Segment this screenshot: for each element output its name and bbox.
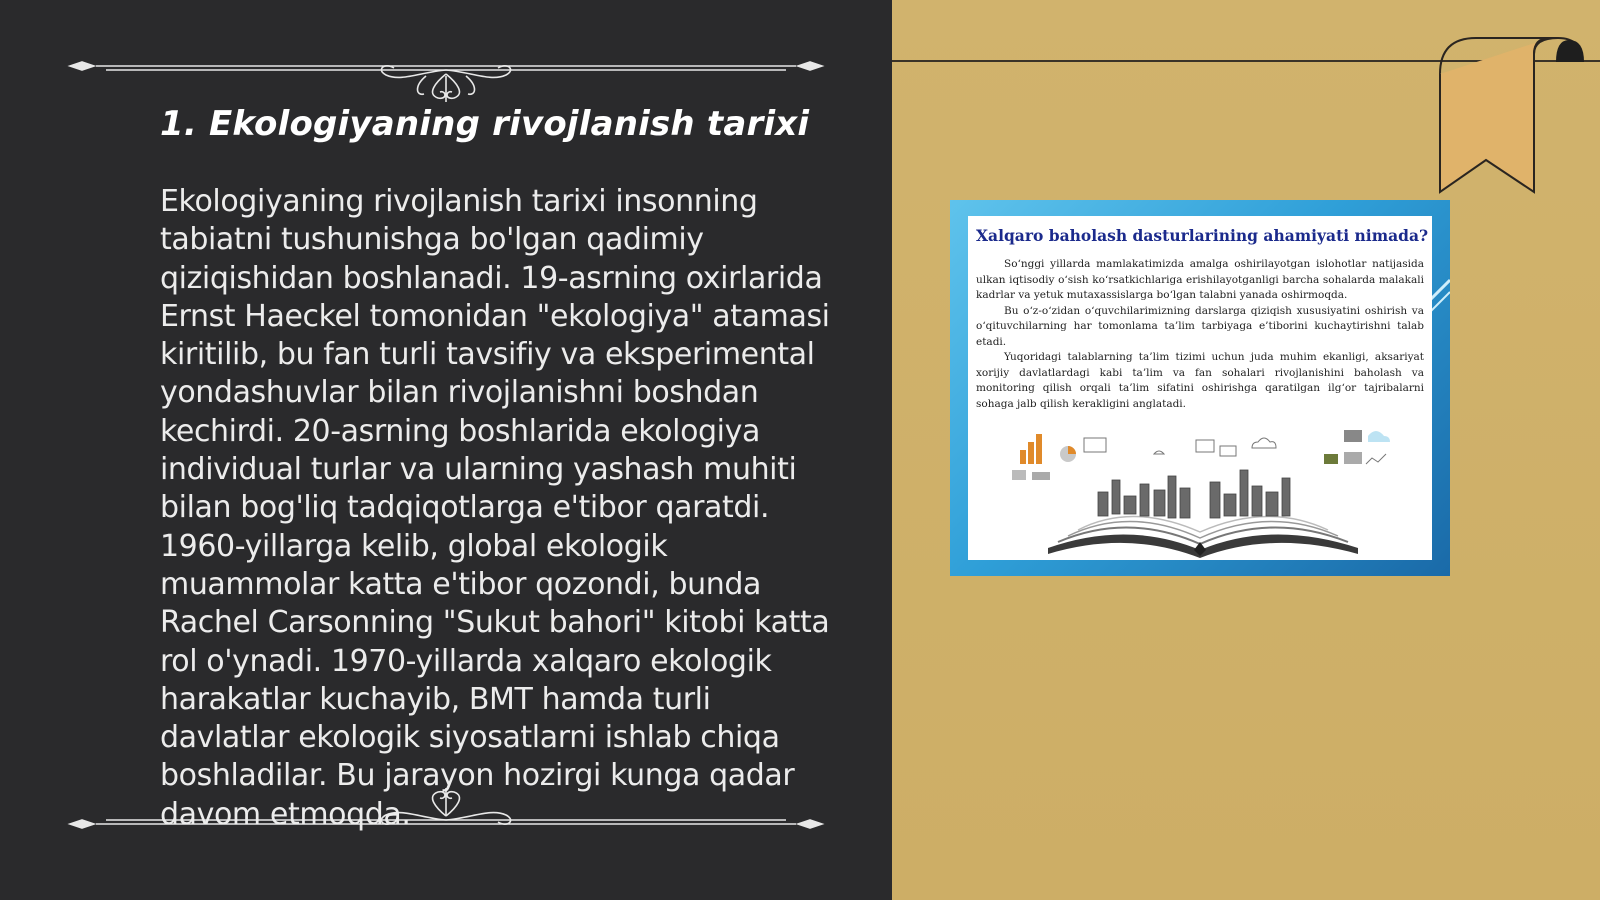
illustration-image — [950, 200, 1450, 576]
image-paragraph: Bu o‘z-o‘zidan o‘quvchilarimizning darslarga qiziqish xususiyatini oshirish va o‘qituvchilarning har tomonlama ta’lim tarbiyaga e’tiborini kuchaytirishni talab etadi. — [976, 304, 1424, 348]
image-paragraph: Yuqoridagi talablarning ta’lim tizimi uchun juda muhim ekanligi, aksariyat xorijiy davlatlardagi kabi ta’lim va fan sohalari rivojlanishini baholash va monitoring qilish orqali ta’lim sifatini oshirishga qaratilgan ilg‘or tajribalarni sohaga jalb qilish kerakligini anglatadi. — [976, 351, 1424, 410]
ornament-divider-top-icon — [66, 42, 826, 102]
image-paragraph: So‘nggi yillarda mamlakatimizda amalga oshirilayotgan islohotlar natijasida ulkan iqtisodiy o‘sish ko‘rsatkichlariga erishilayotganligi barcha sohalarda malakali kadrlar va yetuk mutaxassislarga bo‘lgan talabni yanada oshirmoqda. — [976, 258, 1424, 301]
slide-body-text: Ekologiyaning rivojlanish tarixi insonning tabiatni tushunishga bo'lgan qadimiy qiziqishidan boshlanadi. 19-asrning oxirlarida Ernst Haeckel tomonidan "ekologiya" atamasi kiritilib, bu fan turli tavsifiy va eksperimental yondashuvlar bilan rivojlanishni boshdan kechirdi. 20-asrning boshlarida ekologiya individual turlar va ularning yashash muhiti bilan bog'liq tadqiqotlarga e'tibor qaratdi. 1960-yillarga kelib, global ekologik muammolar katta e'tibor qozondi, bunda Rachel Carsonning "Sukut bahori" kitobi katta rol o'ynadi. 1970-yillarda xalqaro ekologik harakatlar kuchayib, BMT hamda turli davlatlar ekologik siyosatlarni ishlab chiqa boshladilar. Bu jarayon hozirgi kunga qadar davom etmoqda. — [160, 184, 830, 832]
bookmark-ribbon-icon — [1432, 36, 1600, 198]
book-city-illustration-icon — [968, 420, 1432, 560]
image-heading: Xalqaro baholash dasturlarining ahamiyati nimada? — [976, 226, 1429, 245]
image-page — [968, 216, 1432, 560]
slide-title: 1. Ekologiyaning rivojlanish tarixi — [160, 104, 810, 144]
